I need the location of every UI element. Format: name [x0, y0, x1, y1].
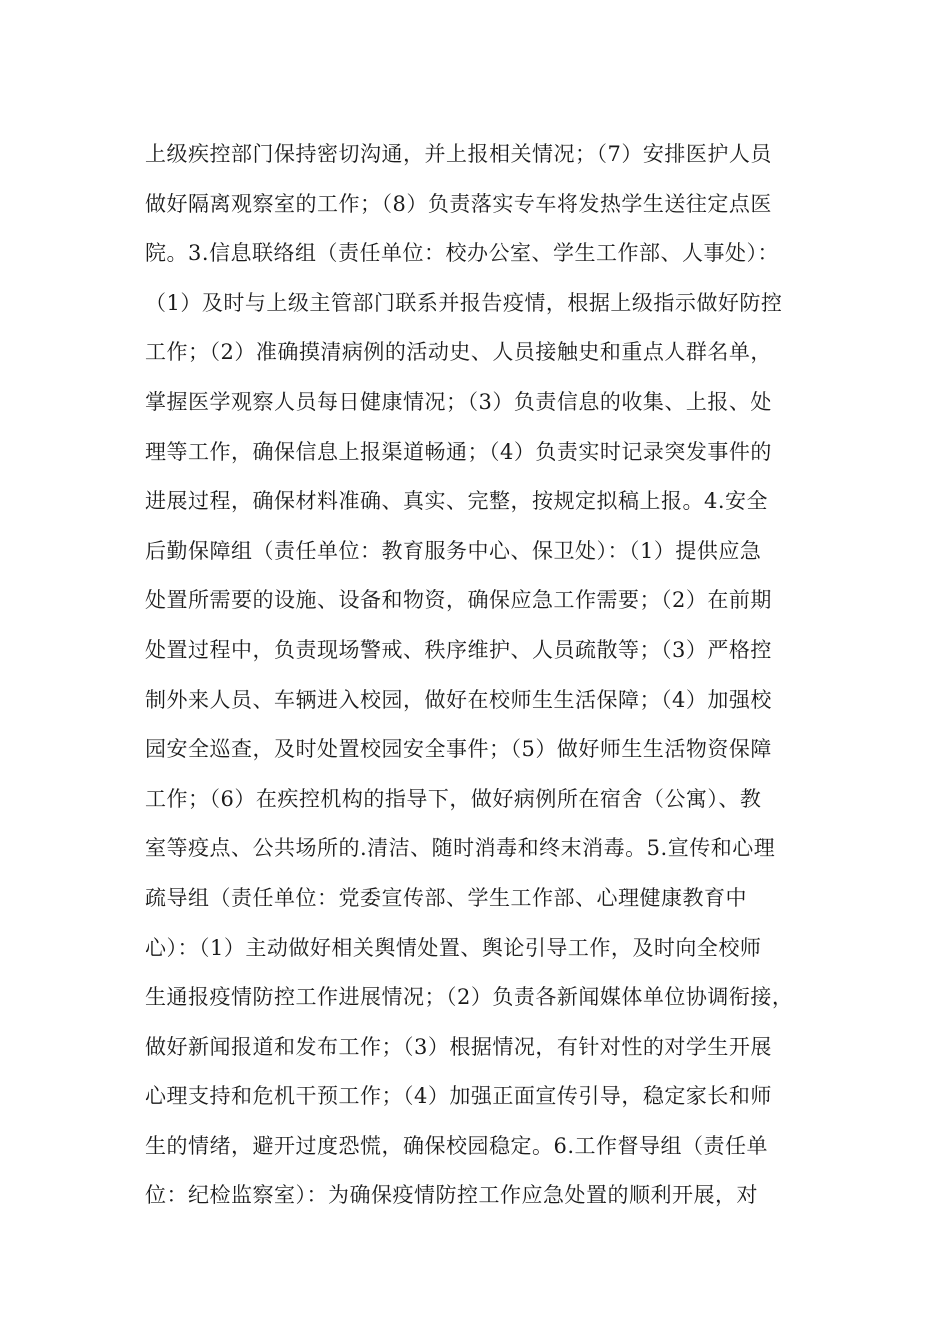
text-line: 院。3.信息联络组（责任单位：校办公室、学生工作部、人事处）：: [145, 241, 780, 266]
text-line: 理等工作，确保信息上报渠道畅通；（4）负责实时记录突发事件的: [145, 439, 772, 464]
text-line: 掌握医学观察人员每日健康情况；（3）负责信息的收集、上报、处: [145, 389, 772, 414]
text-line: 生通报疫情防控工作进展情况；（2）负责各新闻媒体单位协调衔接，: [145, 985, 794, 1010]
text-line: 园安全巡查，及时处置校园安全事件；（5）做好师生生活物资保障: [145, 737, 772, 762]
text-line: 心）：（1）主动做好相关舆情处置、舆论引导工作，及时向全校师: [145, 935, 762, 960]
body-text: [145, 130, 825, 1221]
text-line: 位：纪检监察室）：为确保疫情防控工作应急处置的顺利开展，对: [145, 1183, 758, 1208]
text-line: 后勤保障组（责任单位：教育服务中心、保卫处）：（1）提供应急: [145, 538, 762, 563]
text-line: 做好新闻报道和发布工作；（3）根据情况，有针对性的对学生开展: [145, 1034, 772, 1059]
text-line: 疏导组（责任单位：党委宣传部、学生工作部、心理健康教育中: [145, 885, 747, 910]
text-line: 制外来人员、车辆进入校园，做好在校师生生活保障；（4）加强校: [145, 687, 772, 712]
text-line: （1）及时与上级主管部门联系并报告疫情，根据上级指示做好防控: [145, 290, 783, 315]
text-line: 室等疫点、公共场所的.清洁、随时消毒和终末消毒。5.宣传和心理: [145, 836, 776, 861]
text-line: 做好隔离观察室的工作；（8）负责落实专车将发热学生送往定点医: [145, 191, 772, 216]
text-line: 进展过程，确保材料准确、真实、完整，按规定拟稿上报。4.安全: [145, 489, 769, 514]
text-line: 工作；（2）准确摸清病例的活动史、人员接触史和重点人群名单，: [145, 340, 772, 365]
text-line: 处置过程中，负责现场警戒、秩序维护、人员疏散等；（3）严格控: [145, 637, 772, 662]
text-line: 上级疾控部门保持密切沟通，并上报相关情况；（7）安排医护人员: [145, 142, 772, 166]
text-line: 心理支持和危机干预工作；（4）加强正面宣传引导，稳定家长和师: [145, 1084, 772, 1109]
text-line: 工作；（6）在疾控机构的指导下，做好病例所在宿舍（公寓）、教: [145, 786, 762, 811]
text-line: 生的情绪，避开过度恐慌，确保校园稳定。6.工作督导组（责任单: [145, 1133, 769, 1158]
text-line: 处置所需要的设施、设备和物资，确保应急工作需要；（2）在前期: [145, 588, 772, 613]
